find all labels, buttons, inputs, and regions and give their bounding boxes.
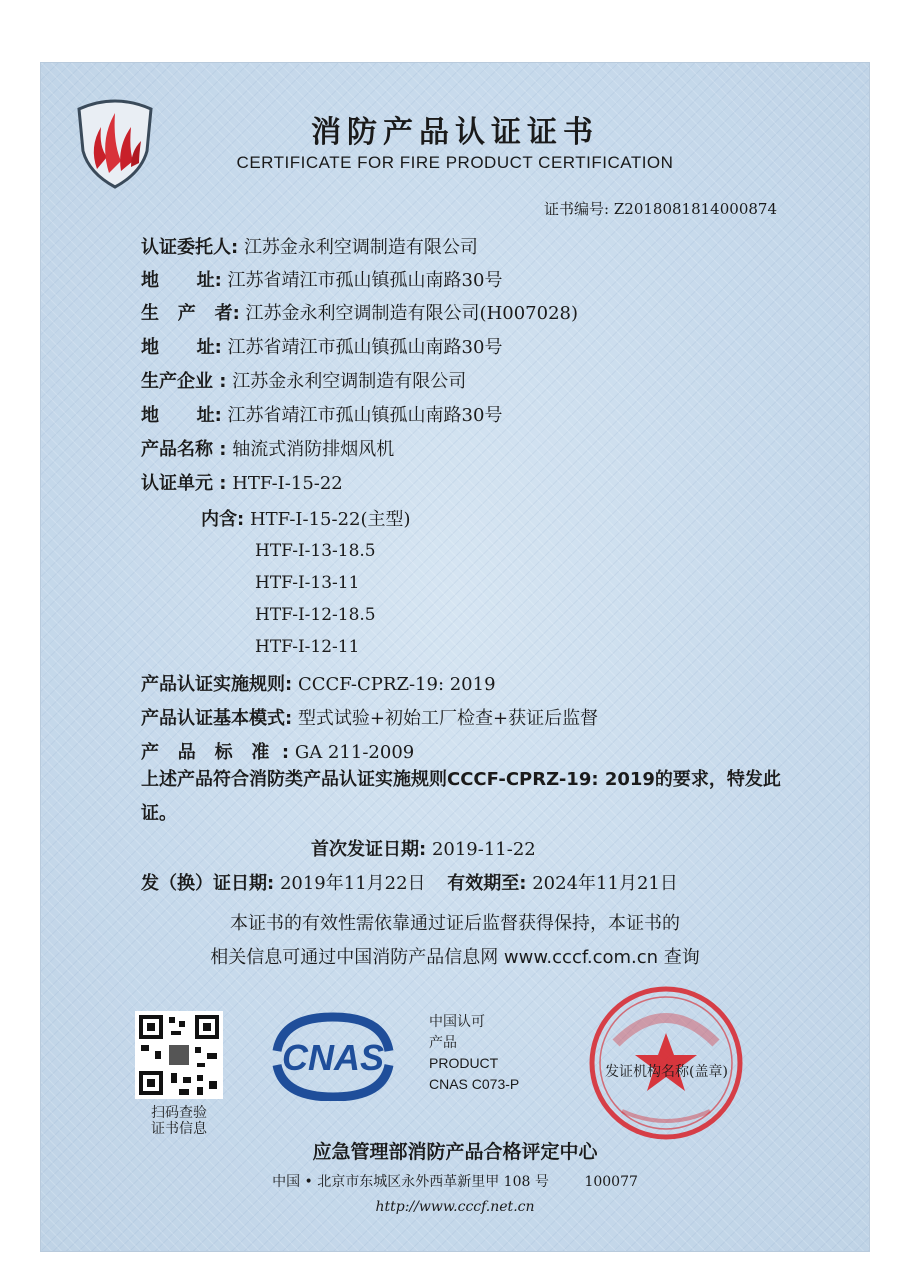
issue-date-value: 2019年11月22日 — [279, 873, 426, 894]
field-label: 生产企业 : — [141, 371, 227, 392]
expiry-label: 有效期至: — [447, 873, 527, 894]
validity-note-line-1: 本证书的有效性需依靠通过证后监督获得保持，本证书的 — [230, 913, 680, 934]
organization-address: 中国 • 北京市东城区永外西革新里甲 108 号 100077 — [272, 1174, 638, 1190]
field-row — [141, 233, 478, 259]
contains-item: HTF-Ⅰ-12-11 — [255, 637, 360, 657]
rule-value: 型式试验+初始工厂检查+获证后监督 — [297, 708, 599, 729]
certificate-title: 消防产品认证证书 — [311, 115, 599, 150]
field-row — [141, 367, 466, 393]
issuing-organization: 应急管理部消防产品合格评定中心 — [312, 1141, 598, 1163]
certificate-title-english: CERTIFICATE FOR FIRE PRODUCT CERTIFICATION — [236, 153, 674, 172]
issuer-seal-caption: 发证机构名称(盖章) — [605, 1064, 728, 1080]
field-value: 轴流式消防排烟风机 — [232, 439, 395, 460]
issue-date-row — [141, 869, 678, 895]
field-label: 生 产 者: — [141, 303, 240, 324]
rule-row — [141, 670, 496, 696]
certificate-number: 证书编号: Z2018081814000874 — [544, 200, 777, 218]
cnas-line: CNAS C073-P — [429, 1076, 520, 1092]
cnas-line: 产品 — [429, 1034, 457, 1050]
first-issue-value: 2019-11-22 — [431, 839, 536, 860]
expiry-value: 2024年11月21日 — [532, 873, 678, 894]
cnas-line: PRODUCT — [429, 1055, 499, 1071]
field-row — [141, 435, 394, 461]
issue-date-label: 发（换）证日期: — [141, 873, 275, 894]
rule-label: 产 品 标 准 : — [141, 742, 290, 763]
qr-caption — [135, 1105, 223, 1137]
rule-value: CCCF-CPRZ-19: 2019 — [297, 674, 496, 695]
contains-item: HTF-I-15-22(主型) — [249, 509, 411, 530]
field-value: HTF-I-15-22 — [232, 473, 343, 494]
certificate — [40, 62, 870, 1252]
first-issue-label: 首次发证日期: — [311, 839, 427, 860]
field-row — [141, 401, 502, 427]
field-label: 产品名称 : — [141, 439, 227, 460]
cnas-logo — [263, 1011, 403, 1101]
field-value: 江苏金永利空调制造有限公司 — [243, 237, 478, 258]
qr-caption-line: 扫码查验 — [151, 1105, 207, 1121]
organization-url[interactable]: http://www.cccf.net.cn — [375, 1199, 535, 1215]
field-row — [141, 333, 502, 359]
first-issue-date-row — [311, 835, 536, 861]
field-value: 江苏省靖江市孤山镇孤山南路30号 — [227, 405, 503, 426]
field-label: 地 址: — [141, 405, 222, 426]
compliance-statement: 上述产品符合消防类产品认证实施规则CCCF-CPRZ-19: 2019的要求，特发此证。 — [141, 769, 781, 824]
field-value: 江苏省靖江市孤山镇孤山南路30号 — [227, 337, 503, 358]
field-value: 江苏金永利空调制造有限公司 — [232, 371, 467, 392]
contains-item: HTF-Ⅰ-13-18.5 — [255, 541, 376, 561]
field-label: 认证单元 : — [141, 473, 227, 494]
field-label: 地 址: — [141, 270, 222, 291]
field-value: 江苏金永利空调制造有限公司(H007028) — [245, 303, 579, 324]
field-value: 江苏省靖江市孤山镇孤山南路30号 — [227, 270, 503, 291]
field-label: 认证委托人: — [141, 237, 239, 258]
rule-label: 产品认证基本模式: — [141, 708, 293, 729]
cnas-accreditation-text — [429, 1011, 519, 1095]
contains-item: HTF-Ⅰ-13-11 — [255, 573, 360, 593]
field-row — [141, 299, 578, 325]
qr-caption-line: 证书信息 — [151, 1121, 207, 1137]
contains-row — [201, 505, 411, 531]
validity-note-line-2: 相关信息可通过中国消防产品信息网 www.cccf.com.cn 查询 — [210, 947, 700, 968]
rule-value: GA 211-2009 — [294, 742, 415, 763]
field-row — [141, 266, 502, 292]
field-label: 地 址: — [141, 337, 222, 358]
rule-row — [141, 738, 414, 764]
cnas-line: 中国认可 — [429, 1013, 485, 1029]
qr-code-icon — [135, 1011, 223, 1099]
field-row — [141, 469, 343, 495]
rule-label: 产品认证实施规则: — [141, 674, 293, 695]
rule-row — [141, 704, 598, 730]
contains-label: 内含: — [201, 509, 245, 530]
contains-item: HTF-Ⅰ-12-18.5 — [255, 605, 376, 625]
cnas-logo-text: CNAS — [281, 1037, 385, 1078]
